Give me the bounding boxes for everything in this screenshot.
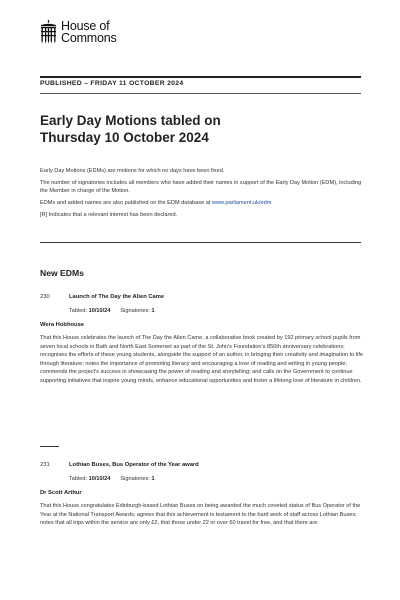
edm-title: Launch of The Day the Alien Came — [69, 294, 165, 300]
edm-number: 230 — [40, 294, 50, 300]
edm-item — [40, 293, 365, 386]
edm-sponsor: Dr Scott Arthur — [40, 490, 82, 496]
edm-signatories — [120, 308, 154, 314]
edm-tabled-value: 10/10/24 — [88, 476, 111, 482]
logo-line-2: Commons — [61, 31, 117, 45]
edm-heading — [40, 293, 365, 301]
page-title-line-1: Early Day Motions tabled on — [40, 113, 221, 128]
edm-heading — [40, 461, 365, 469]
edm-title: Lothian Buses, Bus Operator of the Year award — [69, 462, 199, 468]
section-rule — [40, 242, 361, 243]
portcullis-icon — [40, 19, 57, 45]
house-of-commons-logo — [40, 19, 117, 45]
logo-wordmark — [61, 20, 117, 44]
edm-signatories-label: Signatories: — [120, 476, 150, 482]
intro-paragraph-2: The number of signatories includes all members who have added their names in support of the Early Day Motion (EDM), including the Member in charge of the Motion. — [40, 179, 362, 194]
header-rule — [40, 93, 361, 94]
published-date: PUBLISHED – FRIDAY 11 OCTOBER 2024 — [40, 80, 184, 87]
edm-number: 231 — [40, 462, 50, 468]
edm-database-link[interactable]: www.parliament.uk/edm — [211, 199, 272, 206]
edm-text: That this House celebrates the launch of The Day the Alien Came, a collaborative book created by 192 primary school pupils from seven local schools in Bath and North East Somerset as part of the St. John's Foundation's 850th anniversary celebrations; recognises the efforts of these young students, alongside the support of an author, in bringing their creativity and imagination to life through literature; notes the importance of promoting literacy and encouraging a love of reading and writing in young people; commends the project's success in showcasing the power of reading and storytelling; and calls on the Government to continue supporting initiatives that inspire young minds, enhance educational opportunities and foster a lifelong love of literature in children. — [40, 335, 363, 384]
edm-meta — [69, 476, 365, 482]
edm-signatories-label: Signatories: — [120, 308, 150, 314]
page-title — [40, 112, 360, 146]
edm-separator — [40, 446, 59, 447]
edm-sponsor: Wera Hobhouse — [40, 322, 85, 328]
intro-paragraph-3-text: EDMs and added names are also published on the EDM database at — [40, 199, 212, 206]
edm-signatories-value: 1 — [151, 476, 155, 482]
edm-tabled-value: 10/10/24 — [88, 308, 111, 314]
intro-notes — [40, 167, 365, 222]
intro-paragraph-3 — [40, 199, 365, 207]
edm-tabled-label: Tabled: — [69, 308, 88, 314]
intro-paragraph-4: [R] Indicates that a relevant interest has been declared. — [40, 211, 178, 218]
page-title-line-2: Thursday 10 October 2024 — [40, 130, 209, 145]
edm-signatories — [120, 476, 154, 482]
edm-item — [40, 461, 365, 528]
top-rule — [40, 76, 361, 78]
logo-line-1: House of — [61, 19, 110, 33]
edm-signatories-value: 1 — [151, 308, 155, 314]
intro-paragraph-1: Early Day Motions (EDMs) are motions for which no days have been fixed. — [40, 168, 225, 174]
edm-meta — [69, 308, 365, 314]
section-title: New EDMs — [40, 268, 84, 278]
edm-tabled — [69, 308, 110, 314]
edm-text: That this House congratulates Edinburgh-based Lothian Buses on being awarded the much coveted status of Bus Operator of the Year at the National Transport Awards; agrees that this achievement is testament to the hard work of staff across Lothian Buses; notes that all trips within the service are only £2, that those under 22 or over 60 travel for free, and that there are — [40, 503, 361, 527]
edm-tabled — [69, 476, 110, 482]
edm-tabled-label: Tabled: — [69, 476, 88, 482]
